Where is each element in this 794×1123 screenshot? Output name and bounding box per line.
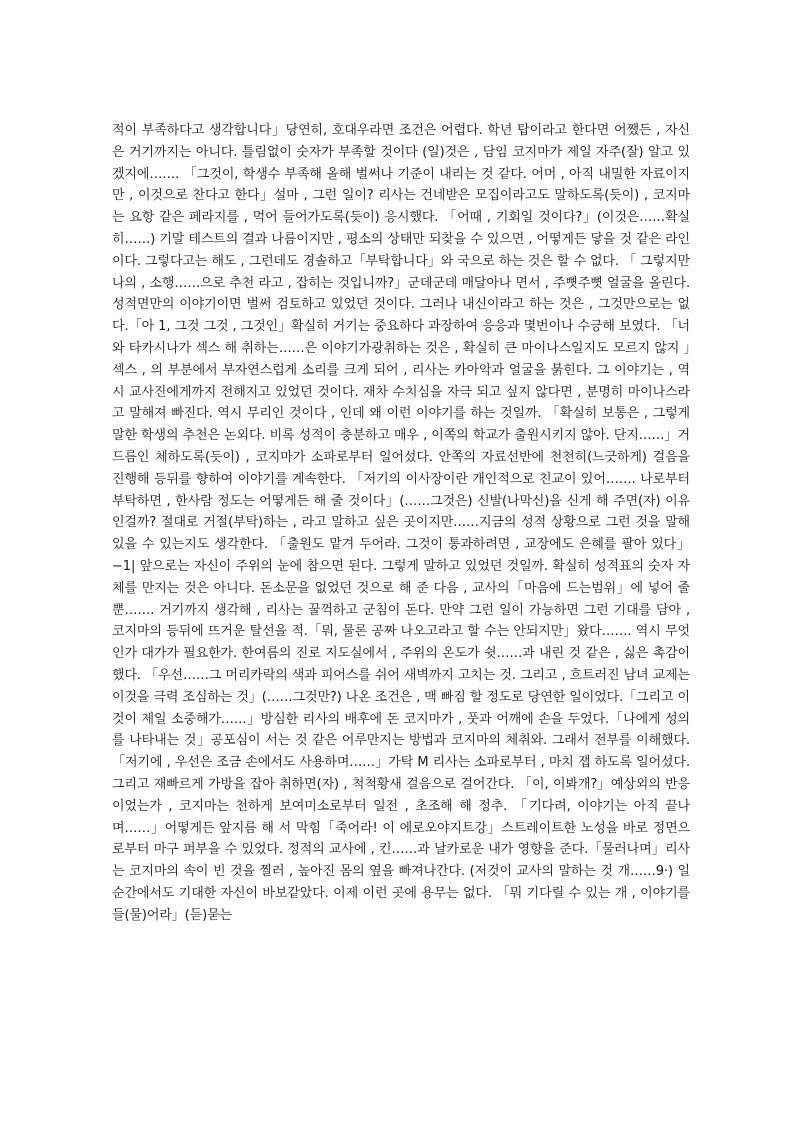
body-paragraph: 적이 부족하다고 생각합니다」당연히, 호대우라면 조건은 어렵다. 학년 탑이라고 한다면 어쨌든 , 자신은 거기까지는 아니다. 틀림없이 숫자가 부족할 것이다 (일)것은 , 담임 코지마가 제일 자주(잘) 알고 있겠지에……. 「그것이, 학생수 부족해 올해 벌써나 기준이 내리는 것 같다. 어머 , 아직 내밀한 자료이지만 , 이것으로 찬다고 한다」설마 , 그런 일이? 리사는 건네받은 모집이라고도 말하도록(듯이) , 코지마는 요항 같은 페라지를 , 먹어 들어가도록(듯이) 응시했다. 「어때 , 기회일 것이다?」(이것은……확실히……) 기말 테스트의 결과 나름이지만 , 평소의 상태만 되찾을 수 있으면 , 어떻게든 닿을 것 같은 라인이다. 그렇다고는 해도 , 그런데도 경솔하고「부탁합니다」와 국으로 하는 것은 할 수 없다. 「 그렇지만 나의 , 소행……으로 추천 라고 , 잡히는 것입니까?」군데군데 매달아나 면서 , 주뼛주뼛 얼굴을 올린다. 성적면만의 이야기이면 벌써 검토하고 있었던 것이다. 그러나 내신이라고 하는 것은 , 그것만으로는 없다.「아 1, 그것 그것 , 그것인」확실히 거기는 중요하다 과장하여 응응과 몇번이나 수긍해 보였다. 「너와 타카시나가 섹스 해 취하는……은 이야기가광취하는 것은 , 확실히 큰 마이나스일지도 모르지 않지 」섹스 , 의 부분에서 부자연스럽게 소리를 크게 되어 , 리사는 카아악과 얼굴을 붉힌다. 그 이야기는 , 역시 교사진에게까지 전해지고 있었던 것이다. 재차 수치심을 자극 되고 싶지 않다면 , 분명히 마이나스라고 말해져 빠진다. 역시 무리인 것이다 , 인데 왜 이런 이야기를 하는 것일까. 「확실히 보통은 , 그렇게 말한 학생의 추천은 논외다. 비록 성적이 충분하고 매우 , 이쪽의 학교가 출원시키지 않아. 단지……」거드름인 체하도록(듯이) , 코지마가 소파로부터 일어섰다. 안쪽의 자료선반에 천천히(느긋하게) 걸음을 진행해 등뒤를 향하여 이야기를 계속한다. 「저기의 이사장이란 개인적으로 친교이 있어……. 나로부터 부탁하면 , 한사람 정도는 어떻게든 해 줄 것이다」(……그것은) 신발(나막신)을 신게 해 주면(자) 이유 인걸까? 절대로 거절(부탁)하는 , 라고 말하고 싶은 곳이지만……지금의 성적 상황으로 그런 것을 말해 있을 수 있는지도 생각한다. 「출원도 맡겨 두어라. 그것이 통과하려면 , 교장에도 은혜를 팔아 있다」−1| 앞으로는 자신이 주위의 눈에 참으면 된다. 그렇게 말하고 있었던 것일까. 확실히 성적표의 숫자 자체를 만지는 것은 아니다. 돈소문을 없었던 것으로 해 준 다음 , 교사의「마음에 드는범위」에 넣어 줄 뿐……. 거기까지 생각해 , 리사는 꿀꺽하고 군침이 돈다. 만약 그런 일이 가능하면 그런 기대를 담아 , 코지마의 등뒤에 뜨거운 탈선을 적.「뭐, 물론 공짜 나오고라고 할 수는 안되지만」왔다……. 역시 무엇인가 대가가 필요한가. 한여름의 진로 지도실에서 , 주위의 온도가 쉿……과 내린 것 같은 , 싫은 촉감이 했다. 「우선……그 머리카락의 색과 피어스를 쉬어 새벽까지 고치는 것. 그리고 , 흐트러진 남녀 교제는 이것을 극력 조심하는 것」(……그것만?) 나온 조건은 , 맥 빠짐 할 정도로 당연한 일이었다.「그리고 이것이 제일 소중해가……」방심한 리사의 배후에 돈 코지마가 , 풋과 어깨에 손을 두었다.「나에게 성의를 나타내는 것」공포심이 서는 것 같은 어루만지는 방법과 코지마의 체취와. 그래서 전부를 이해했다.「저기에 , 우선은 조금 손에서도 사용하며……」가탁 M 리사는 소파로부터 , 마치 잽 하도록 일어섰다. 그리고 재빠르게 가방을 잡아 취하면(자) , 척척황새 걸음으로 걸어간다. 「이, 이봐개?」예상외의 반응이었는가 , 코지마는 천하게 보여미소로부터 일전 , 초조해 해 정추. 「기다려, 이야기는 아직 끝나며……」어떻게든 앞지름 해 서 막힘「죽어라! 이 에로오야지트강」스트레이트한 노성을 바로 정면으로부터 마구 퍼부을 수 있었다. 정적의 교사에 , 킨……과 날카로운 내가 영향을 준다.「물러나며」리사는 코지마의 속이 빈 것을 찔러 , 높아진 몸의 옆을 빠져나간다. (저것이 교사의 말하는 것 개……9·) 일순간에서도 기대한 자신이 바보같았다. 이제 이런 곳에 용무는 없다. 「뭐 기다릴 수 있는 개 , 이야기를 들(물)어라」(듣)묻는 xyxy=(112,123,690,923)
